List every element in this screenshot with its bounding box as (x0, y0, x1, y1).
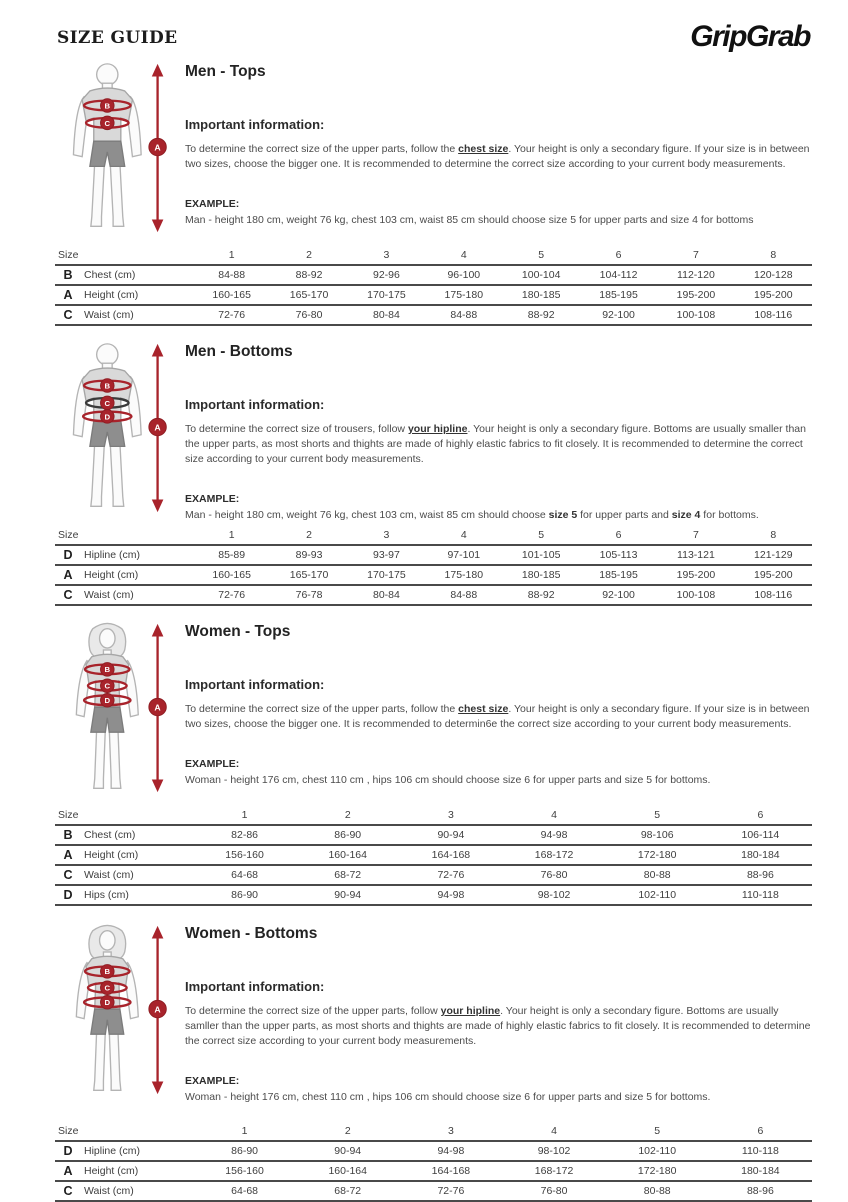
male-body-figure (57, 340, 175, 516)
size-value-cell: 90-94 (399, 825, 502, 845)
size-number-header: 6 (709, 1121, 812, 1141)
size-value-cell: 104-112 (580, 265, 657, 285)
size-value-cell: 84-88 (193, 265, 270, 285)
size-value-cell: 160-164 (296, 845, 399, 865)
size-number-header: 1 (193, 245, 270, 265)
size-value-cell: 98-102 (502, 1141, 605, 1161)
row-letter: D (55, 885, 81, 905)
section-top (57, 340, 812, 521)
info-paragraph (185, 422, 812, 467)
size-number-header: 3 (348, 245, 425, 265)
table-slot (57, 245, 812, 326)
female-body-figure (57, 922, 175, 1098)
size-table-header-row (55, 805, 812, 825)
row-letter: B (55, 265, 81, 285)
row-letter: A (55, 1161, 81, 1181)
info-paragraph (185, 1004, 812, 1049)
size-value-cell: 195-200 (735, 285, 812, 305)
size-value-cell: 180-185 (503, 285, 580, 305)
info-paragraph (185, 142, 812, 172)
row-label: Height (cm) (81, 285, 193, 305)
svg-text:A: A (154, 142, 161, 153)
size-number-header: 1 (193, 805, 296, 825)
section-content (181, 922, 812, 1103)
example-label: EXAMPLE: (185, 198, 240, 210)
size-value-cell: 164-168 (399, 1161, 502, 1181)
size-table-header-row (55, 525, 812, 545)
size-value-cell: 76-80 (502, 1181, 605, 1201)
sections-container (57, 60, 812, 1202)
size-value-cell: 185-195 (580, 285, 657, 305)
size-number-header: 2 (296, 1121, 399, 1141)
size-number-header: 2 (270, 245, 347, 265)
size-number-header: 2 (296, 805, 399, 825)
example-text-segment: for bottoms. (700, 509, 759, 521)
size-value-cell: 94-98 (399, 1141, 502, 1161)
size-number-header: 8 (735, 245, 812, 265)
size-value-cell: 85-89 (193, 545, 270, 565)
row-letter: A (55, 285, 81, 305)
size-value-cell: 86-90 (296, 825, 399, 845)
body-figure (57, 340, 181, 521)
size-value-cell: 80-88 (606, 865, 709, 885)
example-paragraph (185, 1091, 812, 1103)
size-value-cell: 64-68 (193, 865, 296, 885)
size-value-cell: 68-72 (296, 865, 399, 885)
row-letter: D (55, 545, 81, 565)
size-value-cell: 90-94 (296, 885, 399, 905)
size-number-header: 4 (425, 245, 502, 265)
row-label: Height (cm) (81, 565, 193, 585)
row-label: Chest (cm) (81, 825, 193, 845)
svg-text:C: C (104, 118, 111, 128)
svg-text:D: D (104, 696, 111, 706)
row-letter: A (55, 565, 81, 585)
size-value-cell: 94-98 (502, 825, 605, 845)
table-slot (57, 805, 812, 906)
svg-text:B: B (104, 101, 111, 111)
section-top (57, 620, 812, 801)
size-value-cell: 180-184 (709, 845, 812, 865)
size-value-cell: 160-165 (193, 285, 270, 305)
size-number-header: 5 (606, 1121, 709, 1141)
measurement-row-C (55, 305, 812, 325)
size-value-cell: 92-100 (580, 585, 657, 605)
size-value-cell: 160-164 (296, 1161, 399, 1181)
info-text-segment: To determine the correct size of the upper parts, follow (185, 1005, 441, 1017)
measurement-row-B (55, 825, 812, 845)
important-information-label: Important information: (185, 677, 325, 692)
size-value-cell: 160-165 (193, 565, 270, 585)
size-number-header: 8 (735, 525, 812, 545)
size-value-cell: 93-97 (348, 545, 425, 565)
size-value-cell: 185-195 (580, 565, 657, 585)
size-section-men-bottoms (57, 340, 812, 606)
size-value-cell: 102-110 (606, 885, 709, 905)
page-header (57, 22, 812, 52)
example-label: EXAMPLE: (185, 493, 240, 505)
measurement-row-A (55, 845, 812, 865)
measurement-row-C (55, 1181, 812, 1201)
section-heading: Men - Tops (185, 63, 266, 80)
section-top (57, 922, 812, 1103)
row-label: Waist (cm) (81, 305, 193, 325)
size-value-cell: 165-170 (270, 565, 347, 585)
row-label: Hipline (cm) (81, 545, 193, 565)
size-value-cell: 76-80 (270, 305, 347, 325)
size-value-cell: 76-80 (502, 865, 605, 885)
example-text-segment: Woman - height 176 cm, chest 110 cm , hips 106 cm should choose size 6 for upper parts and size 5 for bottoms. (185, 1091, 711, 1103)
size-value-cell: 72-76 (399, 865, 502, 885)
svg-text:A: A (154, 422, 161, 433)
size-column-label: Size (55, 525, 193, 545)
size-value-cell: 108-116 (735, 305, 812, 325)
gripgrab-logo: GripGrab (690, 20, 810, 53)
example-text-segment: Woman - height 176 cm, chest 110 cm , hips 106 cm should choose size 6 for upper parts and size 5 for bottoms. (185, 774, 711, 786)
row-letter: C (55, 305, 81, 325)
size-value-cell: 195-200 (657, 285, 734, 305)
size-value-cell: 168-172 (502, 1161, 605, 1181)
size-value-cell: 170-175 (348, 565, 425, 585)
size-section-women-bottoms (57, 922, 812, 1202)
example-paragraph (185, 214, 812, 226)
svg-text:D: D (104, 412, 111, 422)
size-value-cell: 64-68 (193, 1181, 296, 1201)
size-value-cell: 88-96 (709, 1181, 812, 1201)
section-content (181, 60, 812, 241)
size-number-header: 7 (657, 525, 734, 545)
svg-text:A: A (154, 1004, 161, 1015)
row-label: Height (cm) (81, 845, 193, 865)
size-value-cell: 92-100 (580, 305, 657, 325)
info-text-segment: To determine the correct size of trousers, follow (185, 423, 408, 435)
svg-text:B: B (104, 381, 111, 391)
size-value-cell: 156-160 (193, 845, 296, 865)
size-number-header: 1 (193, 1121, 296, 1141)
size-number-header: 2 (270, 525, 347, 545)
example-paragraph (185, 509, 812, 521)
size-table-header-row (55, 245, 812, 265)
measurement-row-D (55, 545, 812, 565)
size-section-men-tops (57, 60, 812, 326)
measurement-row-A (55, 565, 812, 585)
example-text-segment: Man - height 180 cm, weight 76 kg, chest 103 cm, waist 85 cm should choose (185, 509, 549, 521)
body-figure (57, 922, 181, 1103)
example-bold-size: size 4 (671, 509, 701, 521)
size-value-cell: 94-98 (399, 885, 502, 905)
info-text-segment: . Your height is only a secondary figure. If your size is in between two sizes, choose the bigger one. It is recommended to determin6e the correct size according to your current body measurements. (185, 703, 810, 730)
size-value-cell: 84-88 (425, 585, 502, 605)
size-value-cell: 100-104 (503, 265, 580, 285)
example-label: EXAMPLE: (185, 1075, 240, 1087)
size-value-cell: 170-175 (348, 285, 425, 305)
size-number-header: 4 (502, 805, 605, 825)
size-number-header: 4 (502, 1121, 605, 1141)
svg-text:B: B (104, 967, 111, 977)
size-value-cell: 72-76 (193, 585, 270, 605)
example-text-segment: Man - height 180 cm, weight 76 kg, chest 103 cm, waist 85 cm should choose size 5 for upper parts and size 4 for bottoms (185, 214, 754, 226)
measurement-row-A (55, 285, 812, 305)
row-label: Waist (cm) (81, 585, 193, 605)
size-column-label: Size (55, 1121, 193, 1141)
example-label: EXAMPLE: (185, 758, 240, 770)
size-number-header: 6 (709, 805, 812, 825)
size-value-cell: 180-184 (709, 1161, 812, 1181)
size-number-header: 5 (503, 525, 580, 545)
measurement-row-C (55, 865, 812, 885)
info-text-segment: To determine the correct size of the upper parts, follow the (185, 703, 459, 715)
svg-text:C: C (104, 681, 111, 691)
info-text-segment: . Your height is only a secondary figure. If your size is in between two sizes, choose the bigger one. It is recommended to determine the correct size according to your current body measurements. (185, 143, 810, 170)
size-number-header: 6 (580, 245, 657, 265)
row-letter: C (55, 865, 81, 885)
size-value-cell: 172-180 (606, 845, 709, 865)
row-label: Hips (cm) (81, 885, 193, 905)
section-heading: Women - Tops (185, 623, 291, 640)
section-top (57, 60, 812, 241)
row-label: Waist (cm) (81, 1181, 193, 1201)
row-letter: C (55, 1181, 81, 1201)
size-value-cell: 100-108 (657, 305, 734, 325)
size-value-cell: 164-168 (399, 845, 502, 865)
svg-text:A: A (154, 702, 161, 713)
size-table (55, 1121, 812, 1202)
size-table (55, 245, 812, 326)
emphasized-measure-term: chest size (458, 703, 509, 715)
size-number-header: 7 (657, 245, 734, 265)
size-number-header: 1 (193, 525, 270, 545)
important-information-label: Important information: (185, 397, 325, 412)
size-number-header: 3 (348, 525, 425, 545)
size-column-label: Size (55, 805, 193, 825)
size-value-cell: 88-96 (709, 865, 812, 885)
size-value-cell: 180-185 (503, 565, 580, 585)
size-value-cell: 84-88 (425, 305, 502, 325)
size-value-cell: 80-84 (348, 305, 425, 325)
size-value-cell: 88-92 (270, 265, 347, 285)
size-value-cell: 195-200 (657, 565, 734, 585)
size-value-cell: 90-94 (296, 1141, 399, 1161)
example-bold-size: size 5 (548, 509, 578, 521)
size-value-cell: 98-106 (606, 825, 709, 845)
body-figure (57, 620, 181, 801)
row-letter: D (55, 1141, 81, 1161)
row-label: Chest (cm) (81, 265, 193, 285)
size-value-cell: 80-84 (348, 585, 425, 605)
size-value-cell: 105-113 (580, 545, 657, 565)
female-body-figure (57, 620, 175, 796)
size-value-cell: 101-105 (503, 545, 580, 565)
size-number-header: 5 (606, 805, 709, 825)
table-slot (57, 1121, 812, 1202)
size-value-cell: 72-76 (399, 1181, 502, 1201)
section-content (181, 340, 812, 521)
size-table (55, 805, 812, 906)
size-value-cell: 89-93 (270, 545, 347, 565)
info-paragraph (185, 702, 812, 732)
male-body-figure (57, 60, 175, 236)
size-value-cell: 175-180 (425, 285, 502, 305)
size-number-header: 6 (580, 525, 657, 545)
size-value-cell: 68-72 (296, 1181, 399, 1201)
size-column-label: Size (55, 245, 193, 265)
size-value-cell: 80-88 (606, 1181, 709, 1201)
size-value-cell: 112-120 (657, 265, 734, 285)
important-information-label: Important information: (185, 117, 325, 132)
row-letter: B (55, 825, 81, 845)
size-value-cell: 96-100 (425, 265, 502, 285)
svg-text:C: C (104, 983, 111, 993)
measurement-row-C (55, 585, 812, 605)
size-value-cell: 113-121 (657, 545, 734, 565)
size-table-header-row (55, 1121, 812, 1141)
section-heading: Women - Bottoms (185, 925, 318, 942)
size-value-cell: 102-110 (606, 1141, 709, 1161)
emphasized-measure-term: your hipline (440, 1005, 501, 1017)
table-slot (57, 525, 812, 606)
size-value-cell: 88-92 (503, 305, 580, 325)
size-value-cell: 110-118 (709, 1141, 812, 1161)
size-number-header: 5 (503, 245, 580, 265)
size-value-cell: 195-200 (735, 565, 812, 585)
info-text-segment: To determine the correct size of the upper parts, follow the (185, 143, 459, 155)
size-value-cell: 76-78 (270, 585, 347, 605)
size-value-cell: 156-160 (193, 1161, 296, 1181)
emphasized-measure-term: chest size (458, 143, 509, 155)
size-value-cell: 88-92 (503, 585, 580, 605)
size-number-header: 3 (399, 805, 502, 825)
size-value-cell: 86-90 (193, 1141, 296, 1161)
size-section-women-tops (57, 620, 812, 906)
info-text-segment: . Your height is only a secondary figure. Bottoms are usually samller than the upper parts, as most shorts and thights are made of highly elastic fabrics to fit closely. It is recommended to determine the correct size according to your current body measurements. (185, 1005, 811, 1047)
size-value-cell: 100-108 (657, 585, 734, 605)
size-number-header: 3 (399, 1121, 502, 1141)
size-value-cell: 86-90 (193, 885, 296, 905)
svg-text:D: D (104, 998, 111, 1008)
size-value-cell: 106-114 (709, 825, 812, 845)
svg-text:B: B (104, 665, 111, 675)
measurement-row-D (55, 1141, 812, 1161)
size-value-cell: 97-101 (425, 545, 502, 565)
row-letter: A (55, 845, 81, 865)
size-value-cell: 175-180 (425, 565, 502, 585)
measurement-row-D (55, 885, 812, 905)
size-value-cell: 92-96 (348, 265, 425, 285)
size-value-cell: 168-172 (502, 845, 605, 865)
measurement-row-A (55, 1161, 812, 1181)
section-content (181, 620, 812, 801)
emphasized-measure-term: your hipline (407, 423, 468, 435)
section-heading: Men - Bottoms (185, 343, 293, 360)
page-title: SIZE GUIDE (57, 28, 178, 48)
row-label: Hipline (cm) (81, 1141, 193, 1161)
size-value-cell: 172-180 (606, 1161, 709, 1181)
measurement-row-B (55, 265, 812, 285)
size-value-cell: 72-76 (193, 305, 270, 325)
example-paragraph (185, 774, 812, 786)
size-value-cell: 110-118 (709, 885, 812, 905)
row-label: Height (cm) (81, 1161, 193, 1181)
size-value-cell: 82-86 (193, 825, 296, 845)
important-information-label: Important information: (185, 979, 325, 994)
row-label: Waist (cm) (81, 865, 193, 885)
body-figure (57, 60, 181, 241)
info-text-segment: . Your height is only a secondary figure. Bottoms are usually smaller than the upper parts, as most shorts and thights are made of highly elastic fabrics to fit closely. It is recommended to determine the correct size according to your current body measurements. (185, 423, 806, 465)
row-letter: C (55, 585, 81, 605)
size-number-header: 4 (425, 525, 502, 545)
svg-text:C: C (104, 398, 111, 408)
size-value-cell: 98-102 (502, 885, 605, 905)
size-value-cell: 121-129 (735, 545, 812, 565)
size-value-cell: 120-128 (735, 265, 812, 285)
size-table (55, 525, 812, 606)
example-text-segment: for upper parts and (577, 509, 672, 521)
size-value-cell: 108-116 (735, 585, 812, 605)
size-value-cell: 165-170 (270, 285, 347, 305)
